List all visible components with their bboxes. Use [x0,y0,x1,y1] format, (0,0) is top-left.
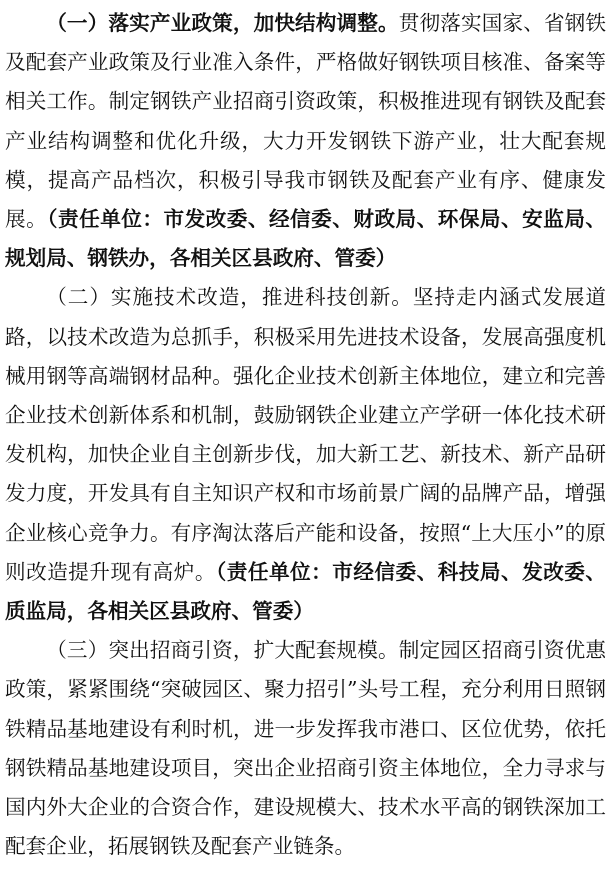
paragraph-1 [5,4,606,278]
paragraph-3-lead: （三）突出招商引资，扩大配套规模。 [46,638,399,663]
paragraph-1-body: 贯彻落实国家、省钢铁及配套产业政策及行业准入条件，严格做好钢铁项目核准、备案等相关工作。制定钢铁产业招商引资政策，积极推进现有钢铁及配套产业结构调整和优化升级，大力开发钢铁下游产业，壮大配套规模，提高产品档次，积极引导我市钢铁及配套产业有序、健康发展。 [5,11,607,232]
paragraph-2 [5,278,606,631]
paragraph-2-body: 坚持走内涵式发展道路，以技术改造为总抓手，积极采用先进技术设备，发展高强度机械用钢等高端钢材品种。强化企业技术创新主体地位，建立和完善企业技术创新体系和机制，鼓励钢铁企业建立产学研一体化技术研发机构，加快企业自主创新步伐，加大新工艺、新技术、新产品研发力度，开发具有自主知识产权和市场前景广阔的品牌产品，增强企业核心竞争力。有序淘汰落后产能和设备，按照“上大压小”的原则改造提升现有高炉。 [5,285,607,584]
paragraph-1-responsible-units: （责任单位：市发改委、经信委、财政局、环保局、安监局、规划局、钢铁办，各相关区县政府、管委） [5,207,607,271]
paragraph-3-body: 制定园区招商引资优惠政策，紧紧围绕“突破园区、聚力招引”头号工程，充分利用日照钢铁精品基地建设有利时机，进一步发挥我市港口、区位优势，依托钢铁精品基地建设项目，突出企业招商引资主体地位，全力寻求与国内外大企业的合资合作，建设规模大、技术水平高的钢铁深加工配套企业，拓展钢铁及配套产业链条。 [5,638,607,859]
document-page [5,4,606,866]
paragraph-2-responsible-units: （责任单位：市经信委、科技局、发改委、质监局，各相关区县政府、管委） [5,559,606,624]
paragraph-3 [5,631,606,866]
paragraph-1-lead: （一）落实产业政策，加快结构调整。 [46,11,399,35]
paragraph-2-lead: （二）实施技术改造，推进科技创新。 [46,285,413,310]
